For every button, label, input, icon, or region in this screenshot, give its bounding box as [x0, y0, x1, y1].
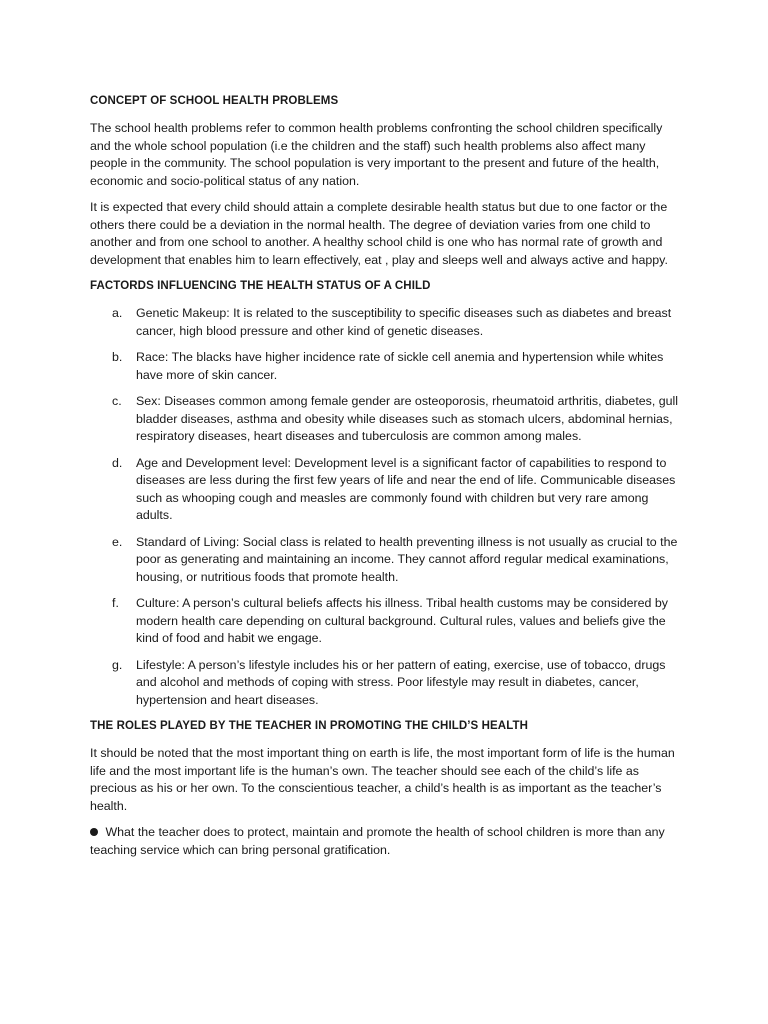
list-item — [90, 657, 680, 710]
bullet-text: What the teacher does to protect, maintain and promote the health of school children is more than any teaching service which can bring personal gratification. — [90, 825, 665, 857]
bullet-icon — [90, 828, 98, 836]
section-heading-factors: FACTORDS INFLUENCING THE HEALTH STATUS OF A CHILD — [90, 280, 431, 292]
list-marker: f. — [112, 596, 119, 610]
paragraph-teacher-roles: It should be noted that the most important thing on earth is life, the most important form of life is the human life and the most important life is the human’s own. The teacher should see each of the child’s life as precious as his or her own. To the conscientious teacher, a child’s health is as important as the teacher’s health. — [90, 746, 675, 813]
list-marker: e. — [112, 534, 123, 549]
section-heading-concept: CONCEPT OF SCHOOL HEALTH PROBLEMS — [90, 95, 339, 107]
list-marker: b. — [112, 350, 123, 364]
list-item-text: Genetic Makeup: It is related to the susceptibility to specific diseases such as diabetes and breast cancer, high blood pressure and other kind of genetic diseases. — [136, 306, 672, 338]
paragraph-concept-1: The school health problems refer to common health problems confronting the school children specifically and the whole school population (i.e the children and the staff) such health problems also affect many people in the community. The school population is very important to the present and future of the health, economic and socio-political status of any nation. — [90, 121, 663, 188]
list-marker: d. — [112, 455, 123, 470]
bullet-paragraph — [90, 824, 680, 859]
factors-list — [90, 305, 680, 709]
paragraph-concept-2: It is expected that every child should attain a complete desirable health status but due to one factor or the others there could be a deviation in the normal health. The degree of deviation varies from one child to another and from one school to another. A healthy school child is one who has normal rate of growth and development that enables him to learn effectively, eat , play and sleeps well and always active and happy. — [90, 200, 668, 267]
list-item-text: Race: The blacks have higher incidence rate of sickle cell anemia and hypertension while whites have more of skin cancer. — [136, 350, 664, 382]
list-item-text: Sex: Diseases common among female gender are osteoporosis, rheumatoid arthritis, diabetes, gull bladder diseases, asthma and obesity while diseases such as stomach ulcers, abdominal hernias, respiratory diseases, heart diseases and tuberculosis are common among males. — [136, 394, 679, 443]
list-marker: g. — [112, 657, 123, 672]
list-marker: a. — [112, 306, 123, 320]
list-item-text: Age and Development level: Development level is a significant factor of capabilities to respond to diseases are less during the first few years of life and near the end of life. Communicable diseases such as whooping cough and measles are commonly found with children but very rare among adults. — [136, 455, 676, 522]
list-item — [90, 595, 680, 648]
list-item — [90, 393, 680, 446]
list-item — [90, 534, 680, 587]
list-item-text: Standard of Living: Social class is related to health preventing illness is not usually as crucial to the poor as generating and maintaining an income. They cannot afford regular medical examinations, housing, or nutritious foods that promote health. — [136, 534, 678, 584]
list-marker: c. — [112, 394, 122, 408]
list-item-text: Lifestyle: A person’s lifestyle includes his or her pattern of eating, exercise, use of tobacco, drugs and alcohol and methods of coping with stress. Poor lifestyle may result in diabetes, cancer, hypertension and heart diseases. — [136, 657, 666, 707]
document-page — [90, 93, 680, 859]
list-item — [90, 455, 680, 525]
list-item — [90, 305, 680, 340]
list-item — [90, 349, 680, 384]
section-heading-teacher-roles: THE ROLES PLAYED BY THE TEACHER IN PROMOTING THE CHILD’S HEALTH — [90, 720, 529, 732]
list-item-text: Culture: A person’s cultural beliefs affects his illness. Tribal health customs may be considered by modern health care depending on cultural background. Cultural rules, values and beliefs give the kind of food and habit we engage. — [136, 596, 668, 645]
